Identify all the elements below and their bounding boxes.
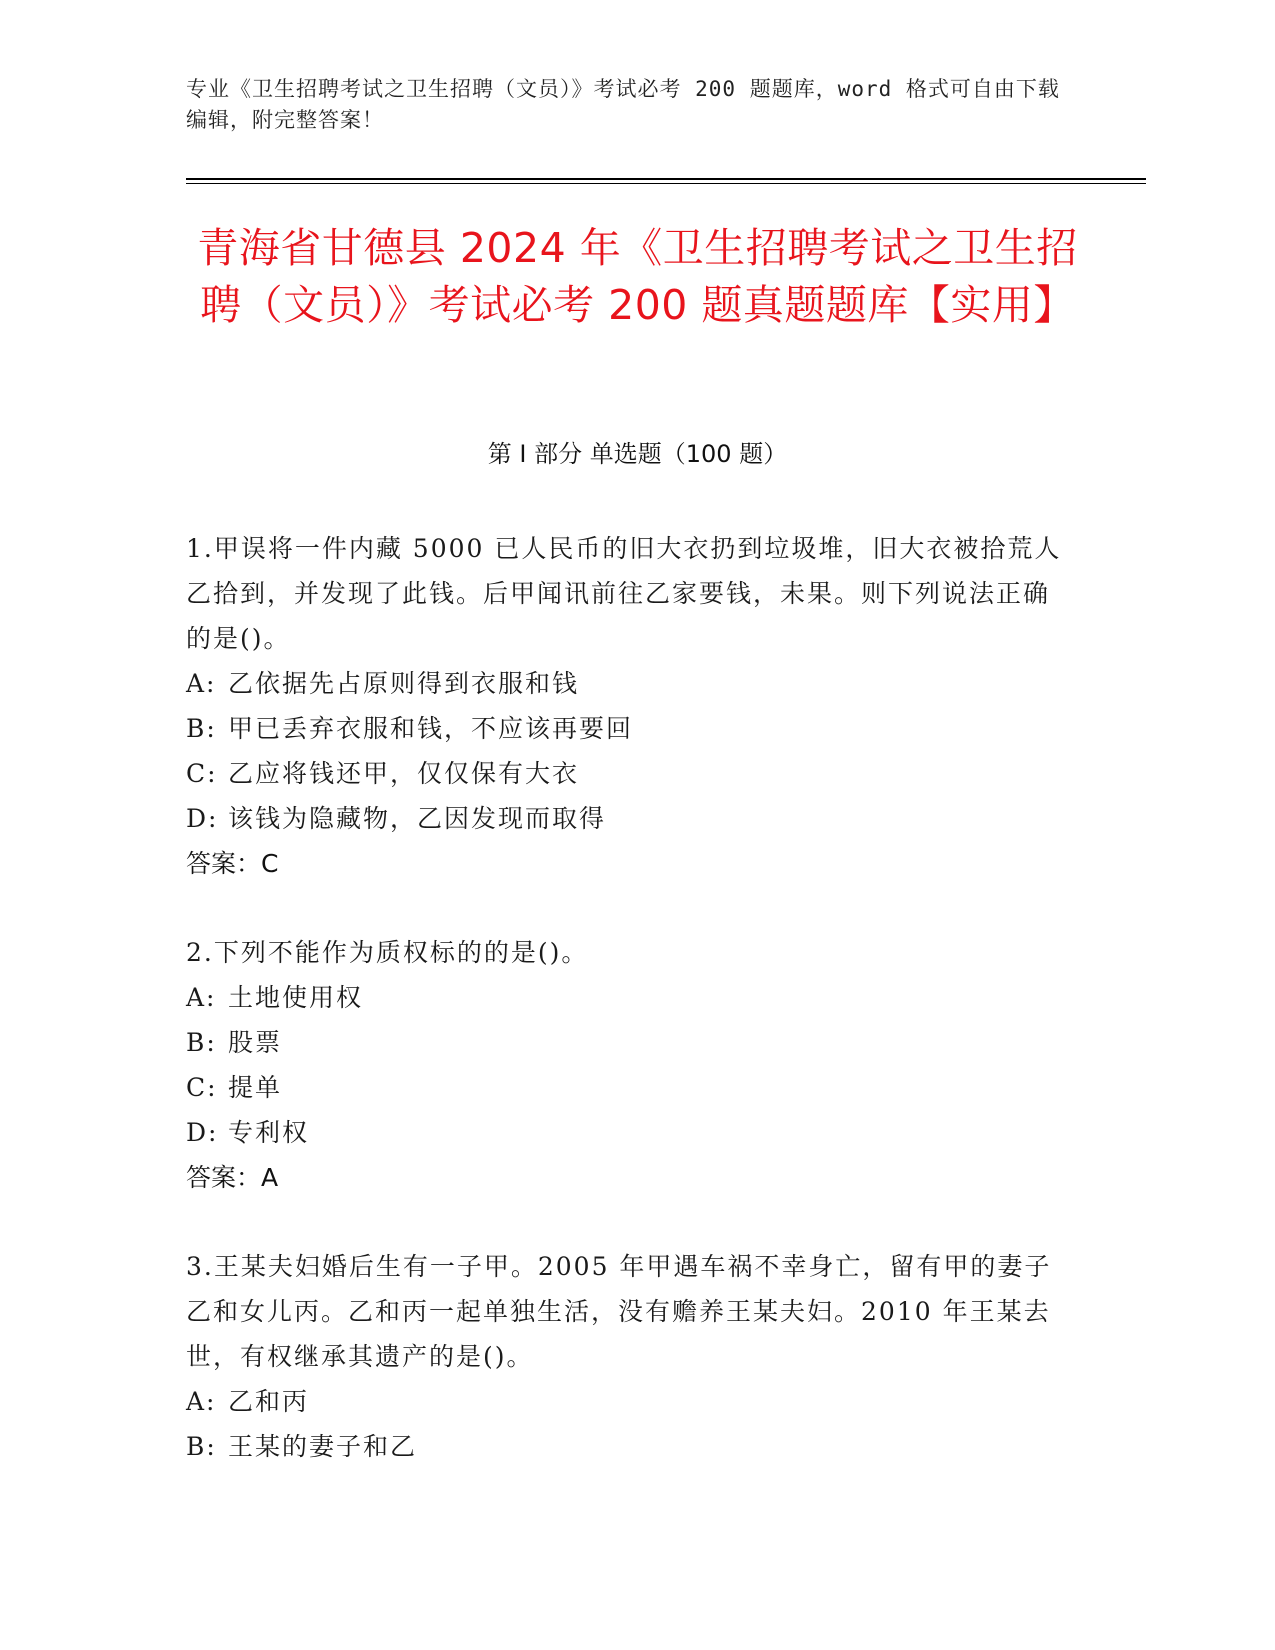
option-letter: A: xyxy=(186,1387,217,1416)
option-letter: D: xyxy=(186,804,219,833)
question-list xyxy=(186,526,1066,1513)
question-stem: 2.下列不能作为质权标的的是()。 xyxy=(186,938,589,967)
question-3 xyxy=(186,1244,1066,1469)
option-text: 乙和丙 xyxy=(228,1387,310,1416)
option-a xyxy=(186,1379,1066,1424)
answer-line: 答案：C xyxy=(186,849,279,878)
option-letter: C: xyxy=(186,1073,218,1102)
document-title: 青海省甘德县 2024 年《卫生招聘考试之卫生招聘（文员）》考试必考 200 题真题题库【实用】 xyxy=(197,224,1078,329)
question-stem: 1.甲误将一件内藏 5000 已人民币的旧大衣扔到垃圾堆，旧大衣被拾荒人乙拾到，并发现了此钱。后甲闻讯前往乙家要钱，未果。则下列说法正确的是()。 xyxy=(186,534,1062,653)
header-divider-thin xyxy=(186,183,1146,184)
option-text: 乙应将钱还甲，仅仅保有大衣 xyxy=(228,759,580,788)
option-c xyxy=(186,751,1066,796)
option-d xyxy=(186,796,1066,841)
option-letter: A: xyxy=(186,983,217,1012)
header-note: 专业《卫生招聘考试之卫生招聘（文员）》考试必考 200 题题库，word 格式可自由下载编辑，附完整答案！ xyxy=(186,77,1060,132)
option-text: 土地使用权 xyxy=(228,983,364,1012)
option-text: 王某的妻子和乙 xyxy=(228,1432,418,1461)
option-c xyxy=(186,1065,1066,1110)
question-1 xyxy=(186,526,1066,886)
option-letter: A: xyxy=(186,669,217,698)
option-b xyxy=(186,1424,1066,1469)
option-letter: B: xyxy=(186,1432,217,1461)
option-b xyxy=(186,706,1066,751)
section-title: 第 I 部分 单选题（100 题） xyxy=(487,440,788,468)
option-text: 甲已丢弃衣服和钱，不应该再要回 xyxy=(228,714,634,743)
option-d xyxy=(186,1110,1066,1155)
option-a xyxy=(186,661,1066,706)
option-text: 专利权 xyxy=(228,1118,310,1147)
option-text: 该钱为隐藏物，乙因发现而取得 xyxy=(228,804,607,833)
option-letter: B: xyxy=(186,714,217,743)
option-letter: B: xyxy=(186,1028,217,1057)
answer-line: 答案：A xyxy=(186,1163,279,1192)
option-a xyxy=(186,975,1066,1020)
header-divider-thick xyxy=(186,178,1146,180)
question-2 xyxy=(186,930,1066,1200)
option-text: 股票 xyxy=(228,1028,283,1057)
option-letter: C: xyxy=(186,759,218,788)
option-letter: D: xyxy=(186,1118,219,1147)
question-stem: 3.王某夫妇婚后生有一子甲。2005 年甲遇车祸不幸身亡，留有甲的妻子乙和女儿丙。乙和丙一起单独生活，没有赡养王某夫妇。2010 年王某去世，有权继承其遗产的是()。 xyxy=(186,1252,1052,1371)
option-b xyxy=(186,1020,1066,1065)
option-text: 乙依据先占原则得到衣服和钱 xyxy=(228,669,580,698)
option-text: 提单 xyxy=(228,1073,283,1102)
